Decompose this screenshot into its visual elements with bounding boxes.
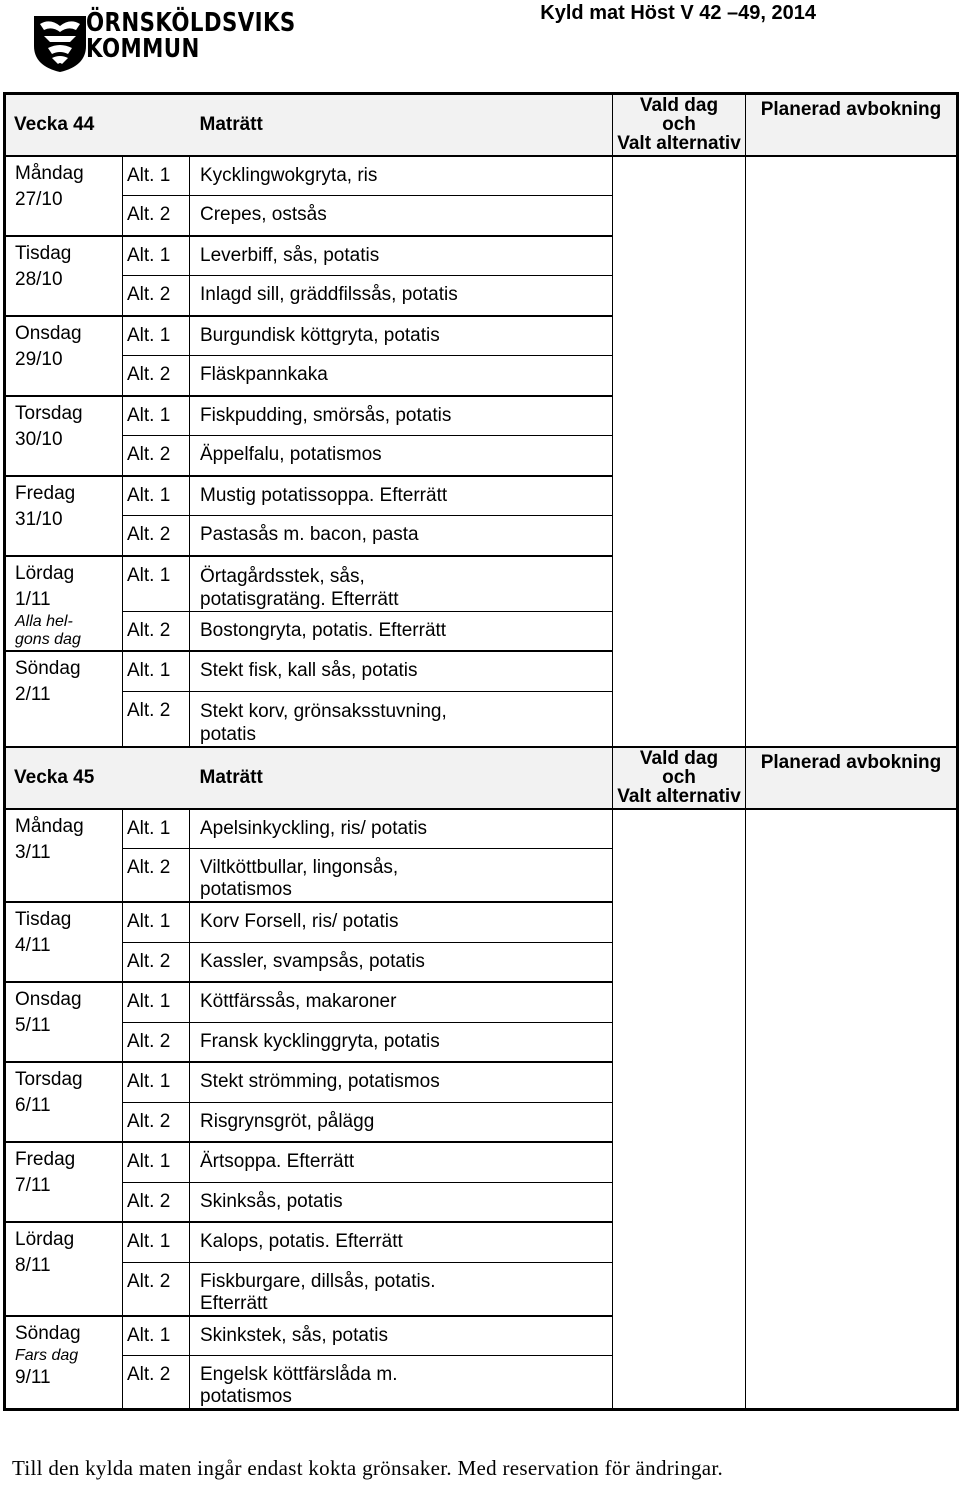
day-name: Måndag — [15, 162, 84, 184]
day-name: Onsdag — [15, 989, 82, 1010]
day-date: 2/11 — [15, 684, 51, 705]
planned-cancel-cell[interactable] — [746, 1062, 958, 1142]
alt2-label: Alt. 2 — [123, 1022, 190, 1062]
chosen-day-cell[interactable] — [613, 476, 746, 556]
day-name: Torsdag — [15, 1069, 83, 1090]
dish-alt1: Mustig potatissoppa. Efterrätt — [190, 476, 613, 516]
week-header-row — [5, 94, 958, 156]
municipal-crest-logo — [30, 12, 90, 74]
day-cell — [5, 1316, 123, 1410]
week-label: Vecka 44 — [5, 94, 190, 156]
planned-cancel-cell[interactable] — [746, 902, 958, 982]
day-name: Lördag — [15, 1229, 75, 1250]
dish-alt2: Fiskburgare, dillsås, potatis. Efterrätt — [190, 1262, 613, 1316]
alt2-label: Alt. 2 — [123, 356, 190, 396]
day-cell — [5, 236, 123, 316]
dish-alt2: Kassler, svampsås, potatis — [190, 942, 613, 982]
alt2-label: Alt. 2 — [123, 611, 190, 651]
day-date: 1/11 — [15, 588, 51, 610]
alt2-label: Alt. 2 — [123, 1262, 190, 1316]
day-row-alt1 — [5, 396, 958, 436]
alt1-label: Alt. 1 — [123, 556, 190, 612]
alt1-label: Alt. 1 — [123, 651, 190, 691]
organization-name — [86, 10, 296, 62]
chosen-day-cell[interactable] — [613, 1062, 746, 1142]
chosen-day-cell[interactable] — [613, 396, 746, 476]
day-note: Fars dag — [15, 1346, 79, 1364]
day-date: 30/10 — [15, 428, 63, 450]
day-date: 4/11 — [15, 935, 51, 956]
day-date: 7/11 — [15, 1175, 51, 1196]
planned-cancel-cell[interactable] — [746, 316, 958, 396]
day-row-alt1 — [5, 1062, 958, 1102]
dish-alt1: Apelsinkyckling, ris/ potatis — [190, 809, 613, 849]
alt1-label: Alt. 1 — [123, 1316, 190, 1356]
alt2-label: Alt. 2 — [123, 276, 190, 316]
day-row-alt1 — [5, 902, 958, 942]
dish-alt1: Köttfärssås, makaroner — [190, 982, 613, 1022]
day-date: 6/11 — [15, 1095, 51, 1116]
day-name: Torsdag — [15, 402, 83, 424]
day-cell — [5, 651, 123, 747]
day-row-alt1 — [5, 651, 958, 691]
alt1-label: Alt. 1 — [123, 316, 190, 356]
day-cell — [5, 316, 123, 396]
dish-alt1: Fiskpudding, smörsås, potatis — [190, 396, 613, 436]
dish-alt1: Kalops, potatis. Efterrätt — [190, 1222, 613, 1262]
day-name: Onsdag — [15, 322, 82, 344]
org-name-line2: KOMMUN — [86, 34, 200, 64]
dish-alt2: Bostongryta, potatis. Efterrätt — [190, 611, 613, 651]
alt2-label: Alt. 2 — [123, 849, 190, 903]
day-cell — [5, 1222, 123, 1316]
chosen-column-header — [613, 747, 746, 809]
dish-alt2: Pastasås m. bacon, pasta — [190, 516, 613, 556]
day-cell — [5, 809, 123, 903]
day-row-alt1 — [5, 1142, 958, 1182]
day-row-alt1 — [5, 809, 958, 849]
day-name: Tisdag — [15, 909, 72, 930]
alt2-label: Alt. 2 — [123, 516, 190, 556]
dish-alt2: Äppelfalu, potatismos — [190, 436, 613, 476]
alt2-label: Alt. 2 — [123, 436, 190, 476]
dish-alt1: Ärtsoppa. Efterrätt — [190, 1142, 613, 1182]
chosen-header-line: Vald dag — [639, 95, 719, 117]
chosen-day-cell[interactable] — [613, 1316, 746, 1410]
page-header — [0, 0, 960, 92]
dish-alt1: Stekt strömming, potatismos — [190, 1062, 613, 1102]
planned-cancel-cell[interactable] — [746, 1316, 958, 1410]
planned-cancel-cell[interactable] — [746, 809, 958, 903]
alt2-label: Alt. 2 — [123, 1102, 190, 1142]
day-name: Måndag — [15, 815, 84, 837]
day-date: 28/10 — [15, 268, 63, 290]
chosen-day-cell[interactable] — [613, 1142, 746, 1222]
day-cell — [5, 1142, 123, 1222]
dish-alt2: Viltköttbullar, lingonsås, potatismos — [190, 849, 613, 903]
day-date: 9/11 — [15, 1366, 51, 1388]
alt1-label: Alt. 1 — [123, 1222, 190, 1262]
day-row-alt1 — [5, 316, 958, 356]
dish-alt1: Stekt fisk, kall sås, potatis — [190, 651, 613, 691]
dish-alt2: Stekt korv, grönsaksstuvning, potatis — [190, 691, 613, 747]
planned-cancel-cell[interactable] — [746, 396, 958, 476]
chosen-day-cell[interactable] — [613, 651, 746, 747]
alt1-label: Alt. 1 — [123, 396, 190, 436]
alt1-label: Alt. 1 — [123, 809, 190, 849]
chosen-header-line: och — [662, 114, 696, 136]
chosen-day-cell[interactable] — [613, 156, 746, 236]
day-row-alt1 — [5, 236, 958, 276]
dish-column-header: Maträtt — [190, 94, 613, 156]
day-row-alt1 — [5, 476, 958, 516]
day-cell — [5, 1062, 123, 1142]
dish-alt2: Engelsk köttfärslåda m. potatismos — [190, 1356, 613, 1410]
day-row-alt1 — [5, 1222, 958, 1262]
chosen-header-line: Vald dag — [639, 748, 719, 769]
dish-column-header: Maträtt — [190, 747, 613, 809]
dish-alt2: Fransk kycklinggryta, potatis — [190, 1022, 613, 1062]
day-date: 3/11 — [15, 841, 51, 863]
chosen-header-line: och — [662, 767, 696, 788]
dish-alt2: Risgrynsgröt, pålägg — [190, 1102, 613, 1142]
day-date: 27/10 — [15, 188, 63, 210]
day-name: Söndag — [15, 1322, 81, 1344]
org-name-line1: ÖRNSKÖLDSVIKS — [86, 8, 296, 38]
day-date: 31/10 — [15, 508, 63, 530]
document-title: Kyld mat Höst V 42 –49, 2014 — [540, 2, 816, 24]
alt2-label: Alt. 2 — [123, 1356, 190, 1410]
alt1-label: Alt. 1 — [123, 156, 190, 196]
planned-cancel-cell[interactable] — [746, 1222, 958, 1316]
planned-column-header: Planerad avbokning — [746, 94, 958, 156]
chosen-header-line: Valt alternativ — [617, 786, 741, 807]
dish-alt2: Skinksås, potatis — [190, 1182, 613, 1222]
chosen-day-cell[interactable] — [613, 316, 746, 396]
alt1-label: Alt. 1 — [123, 1142, 190, 1182]
day-cell — [5, 556, 123, 652]
alt2-label: Alt. 2 — [123, 942, 190, 982]
dish-alt1: Örtagårdsstek, sås, potatisgratäng. Efterrätt — [190, 556, 613, 612]
day-row-alt1 — [5, 982, 958, 1022]
chosen-day-cell[interactable] — [613, 902, 746, 982]
planned-cancel-cell[interactable] — [746, 651, 958, 747]
dish-alt1: Leverbiff, sås, potatis — [190, 236, 613, 276]
dish-alt1: Kycklingwokgryta, ris — [190, 156, 613, 196]
dish-alt1: Burgundisk köttgryta, potatis — [190, 316, 613, 356]
day-name: Lördag — [15, 562, 75, 584]
dish-alt1: Korv Forsell, ris/ potatis — [190, 902, 613, 942]
day-name: Fredag — [15, 482, 76, 504]
alt1-label: Alt. 1 — [123, 236, 190, 276]
dish-alt2: Crepes, ostsås — [190, 196, 613, 236]
planned-column-header: Planerad avbokning — [746, 747, 958, 809]
day-date: 5/11 — [15, 1015, 51, 1036]
alt2-label: Alt. 2 — [123, 691, 190, 747]
chosen-day-cell[interactable] — [613, 236, 746, 316]
alt1-label: Alt. 1 — [123, 1062, 190, 1102]
chosen-column-header — [613, 94, 746, 156]
alt1-label: Alt. 1 — [123, 476, 190, 516]
chosen-day-cell[interactable] — [613, 556, 746, 652]
day-date: 29/10 — [15, 348, 63, 370]
day-row-alt1 — [5, 556, 958, 612]
day-note: Alla hel- gons dag — [15, 612, 81, 648]
chosen-day-cell[interactable] — [613, 809, 746, 903]
chosen-day-cell[interactable] — [613, 982, 746, 1062]
planned-cancel-cell[interactable] — [746, 156, 958, 236]
day-cell — [5, 902, 123, 982]
chosen-header-line: Valt alternativ — [617, 133, 741, 155]
menu-table — [3, 92, 959, 1411]
day-row-alt1 — [5, 1316, 958, 1356]
day-cell — [5, 156, 123, 236]
week-label: Vecka 45 — [5, 747, 190, 809]
alt2-label: Alt. 2 — [123, 196, 190, 236]
day-name: Söndag — [15, 658, 81, 679]
dish-alt2: Inlagd sill, gräddfilssås, potatis — [190, 276, 613, 316]
week-header-row — [5, 747, 958, 809]
planned-cancel-cell[interactable] — [746, 982, 958, 1062]
dish-alt1: Skinkstek, sås, potatis — [190, 1316, 613, 1356]
planned-cancel-cell[interactable] — [746, 236, 958, 316]
dish-alt2: Fläskpannkaka — [190, 356, 613, 396]
day-date: 8/11 — [15, 1255, 51, 1276]
planned-cancel-cell[interactable] — [746, 1142, 958, 1222]
day-cell — [5, 982, 123, 1062]
alt2-label: Alt. 2 — [123, 1182, 190, 1222]
planned-cancel-cell[interactable] — [746, 556, 958, 652]
planned-cancel-cell[interactable] — [746, 476, 958, 556]
footer-note: Till den kylda maten ingår endast kokta grönsaker. Med reservation för ändringar. — [12, 1456, 724, 1480]
day-row-alt1 — [5, 156, 958, 196]
day-name: Fredag — [15, 1149, 76, 1170]
alt1-label: Alt. 1 — [123, 902, 190, 942]
day-cell — [5, 396, 123, 476]
alt1-label: Alt. 1 — [123, 982, 190, 1022]
day-name: Tisdag — [15, 242, 72, 264]
chosen-day-cell[interactable] — [613, 1222, 746, 1316]
day-cell — [5, 476, 123, 556]
